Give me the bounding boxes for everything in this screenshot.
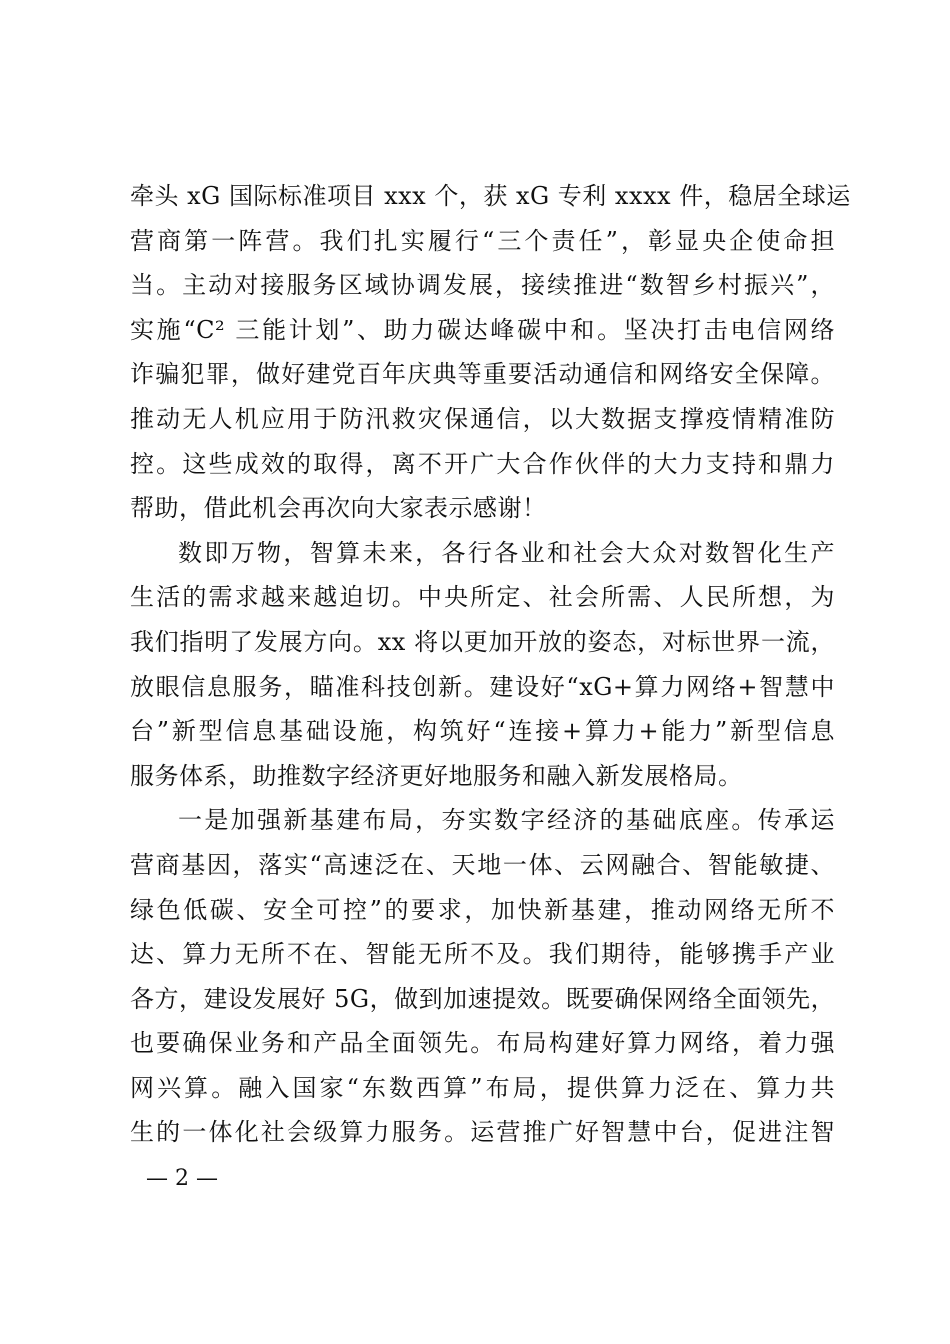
- body-line: 数即万物，智算未来，各行各业和社会大众对数智化生产: [178, 538, 835, 567]
- body-line: 牵头 xG 国际标准项目 xxx 个，获 xG 专利 xxxx 件，稳居全球运: [130, 182, 851, 210]
- body-line: 营商基因，落实“高速泛在、天地一体、云网融合、智能敏捷、: [130, 850, 835, 879]
- body-line: 也要确保业务和产品全面领先。布局构建好算力网络，着力强: [130, 1029, 835, 1058]
- body-line: 各方，建设发展好 5G，做到加速提效。既要确保网络全面领先，: [130, 984, 836, 1013]
- body-line: 网兴算。融入国家“东数西算”布局，提供算力泛在、算力共: [130, 1073, 835, 1102]
- body-line: 诈骗犯罪，做好建党百年庆典等重要活动通信和网络安全保障。: [130, 360, 835, 389]
- body-line: 帮助，借此机会再次向大家表示感谢！: [130, 494, 547, 523]
- body-line: 营商第一阵营。我们扎实履行“三个责任”，彰显央企使命担: [130, 226, 835, 255]
- page-number: — 2 —: [146, 1166, 218, 1191]
- body-line: 推动无人机应用于防汛救灾保通信，以大数据支撑疫情精准防: [130, 404, 835, 433]
- body-line: 放眼信息服务，瞄准科技创新。建设好“xG+算力网络+智慧中: [130, 672, 835, 701]
- body-line: 达、算力无所不在、智能无所不及。我们期待，能够携手产业: [130, 940, 835, 969]
- body-line: 生活的需求越来越迫切。中央所定、社会所需、人民所想，为: [130, 583, 835, 612]
- body-line: 一是加强新基建布局，夯实数字经济的基础底座。传承运: [178, 806, 835, 835]
- body-line: 实施“C² 三能计划”、助力碳达峰碳中和。坚决打击电信网络: [130, 315, 835, 344]
- body-line: 我们指明了发展方向。xx 将以更加开放的姿态，对标世界一流，: [130, 627, 835, 656]
- body-line: 绿色低碳、安全可控”的要求，加快新基建，推动网络无所不: [130, 895, 835, 924]
- body-line: 生的一体化社会级算力服务。运营推广好智慧中台，促进注智: [130, 1118, 835, 1147]
- body-line: 服务体系，助推数字经济更好地服务和融入新发展格局。: [130, 761, 743, 790]
- body-line: 当。主动对接服务区域协调发展，接续推进“数智乡村振兴”，: [130, 271, 835, 300]
- body-line: 台”新型信息基础设施，构筑好“连接+算力+能力”新型信息: [130, 717, 835, 746]
- body-line: 控。这些成效的取得，离不开广大合作伙伴的大力支持和鼎力: [130, 449, 835, 478]
- document-body: [130, 174, 851, 1155]
